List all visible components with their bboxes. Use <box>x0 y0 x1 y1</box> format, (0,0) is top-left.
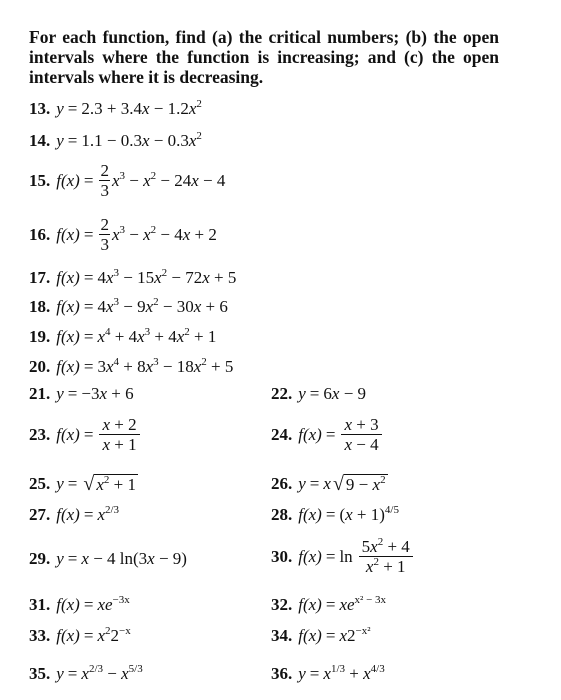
equals: = <box>83 268 94 287</box>
problem-number: 33. <box>29 626 51 645</box>
lhs: f(x) <box>56 626 80 645</box>
equals: = <box>67 131 78 150</box>
problem-number: 15. <box>29 170 51 190</box>
square-root: √ $9 - x^2$ <box>332 473 386 495</box>
fraction: $\frac{5x^2 + 4}{x^2 + 1}$ <box>359 537 413 576</box>
lhs: y <box>56 384 64 403</box>
expr: $1.1 - 0.3x - 0.3x^2$ <box>81 130 202 150</box>
lhs: f(x) <box>298 626 322 645</box>
problem-34 <box>271 626 371 646</box>
lhs: y <box>298 474 306 493</box>
equals: = <box>325 546 336 566</box>
problem-number: 31. <box>29 595 51 614</box>
lhs: f(x) <box>298 546 322 566</box>
equals: = <box>83 327 94 346</box>
instructions: For each function, find (a) the critical numbers; (b) the open intervals where the function is increasing; and (c) the open intervals where it is decreasing. <box>29 27 499 87</box>
equals: = <box>83 424 94 444</box>
problem-number: 14. <box>29 131 51 150</box>
problem-14 <box>29 131 202 151</box>
square-root: √ $x^2 + 1$ <box>83 473 137 495</box>
equals: = <box>83 505 94 524</box>
problem-13 <box>29 99 202 119</box>
problem-22 <box>271 384 366 404</box>
equals: = <box>67 474 78 493</box>
expr: x − 4 ln(3x − 9) <box>81 549 187 568</box>
equals: = <box>83 626 94 645</box>
problem-15 <box>29 161 225 200</box>
equals: = <box>325 505 336 524</box>
problem-number: 13. <box>29 99 51 118</box>
lhs: y <box>56 664 64 683</box>
problem-number: 21. <box>29 384 51 403</box>
expr: $3x^4 + 8x^3 - 18x^2 + 5$ <box>97 356 234 376</box>
problem-number: 27. <box>29 505 51 524</box>
problem-number: 20. <box>29 357 51 376</box>
problem-number: 17. <box>29 268 51 287</box>
problem-36 <box>271 664 385 684</box>
problem-35 <box>29 664 143 684</box>
lhs: f(x) <box>56 357 80 376</box>
fraction: $\frac{x + 2}{x + 1}$ <box>99 415 139 454</box>
problem-30 <box>271 537 415 576</box>
lhs: y <box>56 99 64 118</box>
lhs: f(x) <box>298 424 322 444</box>
expr: $2.3 + 3.4x - 1.2x^2$ <box>81 98 202 118</box>
expr: $x^4 + 4x^3 + 4x^2 + 1$ <box>97 326 217 346</box>
problem-24 <box>271 415 384 454</box>
equals: = <box>325 424 336 444</box>
expr: $xe^{-3x}$ <box>97 594 130 614</box>
problem-31 <box>29 595 130 615</box>
equals: = <box>325 626 336 645</box>
equals: = <box>83 224 94 244</box>
problem-number: 28. <box>271 505 293 524</box>
lhs: y <box>298 664 306 683</box>
expr: $(x + 1)^{4/5}$ <box>339 504 399 524</box>
ln: ln <box>339 546 353 566</box>
problem-number: 18. <box>29 297 51 316</box>
problem-number: 19. <box>29 327 51 346</box>
problem-number: 23. <box>29 424 51 444</box>
lhs: y <box>56 131 64 150</box>
problem-29 <box>29 549 187 569</box>
equals: = <box>67 99 78 118</box>
problem-number: 36. <box>271 664 293 683</box>
expr: $x^{2/3}$ <box>97 504 120 524</box>
expr: $x2^{-x^2}$ <box>339 625 371 645</box>
expr: $x^{2/3} - x^{5/3}$ <box>81 663 143 683</box>
expr: $x^{1/3} + x^{4/3}$ <box>323 663 385 683</box>
equals: = <box>67 384 78 403</box>
problem-32 <box>271 595 386 615</box>
fraction: $\frac{2}{3}$ <box>100 161 109 200</box>
lhs: f(x) <box>298 505 322 524</box>
equals: = <box>309 474 320 493</box>
lhs: y <box>56 474 64 493</box>
equals: = <box>309 664 320 683</box>
problem-number: 25. <box>29 474 51 493</box>
lhs: y <box>56 549 64 568</box>
lhs: f(x) <box>56 224 80 244</box>
expr: $x^3 - x^2 - 4x + 2$ <box>111 223 217 244</box>
equals: = <box>83 595 94 614</box>
equals: = <box>83 170 94 190</box>
problem-16 <box>29 215 217 254</box>
expr: $xe^{x^2 - 3x}$ <box>339 594 387 614</box>
problem-20 <box>29 357 233 377</box>
problem-number: 32. <box>271 595 293 614</box>
lhs: f(x) <box>56 505 80 524</box>
lhs: y <box>298 384 306 403</box>
fraction: $\frac{2}{3}$ <box>100 215 109 254</box>
expr: 6x − 9 <box>323 384 367 403</box>
problem-26: 26. y = x √ $9 - x^2$ <box>271 473 386 495</box>
lhs: f(x) <box>56 268 80 287</box>
expr: $x^3 - x^2 - 24x - 4$ <box>111 169 226 190</box>
equals: = <box>67 549 78 568</box>
equals: = <box>309 384 320 403</box>
expr: $4x^3 - 15x^2 - 72x + 5$ <box>97 267 237 287</box>
problem-18 <box>29 297 228 317</box>
problem-28 <box>271 505 399 525</box>
equals: = <box>67 664 78 683</box>
problem-33 <box>29 626 131 646</box>
problem-21 <box>29 384 134 404</box>
fraction: $\frac{x + 3}{x - 4}$ <box>341 415 381 454</box>
equals: = <box>83 357 94 376</box>
expr: $4x^3 - 9x^2 - 30x + 6$ <box>97 296 228 316</box>
problem-number: 24. <box>271 424 293 444</box>
expr: −3x + 6 <box>81 384 134 403</box>
lhs: f(x) <box>298 595 322 614</box>
problem-number: 29. <box>29 549 51 568</box>
lhs: f(x) <box>56 170 80 190</box>
problem-number: 30. <box>271 546 293 566</box>
problem-25 <box>29 474 138 494</box>
problem-23 <box>29 415 142 454</box>
lhs: f(x) <box>56 424 80 444</box>
equals: = <box>325 595 336 614</box>
lhs: f(x) <box>56 595 80 614</box>
expr: $x^22^{-x}$ <box>97 625 131 645</box>
problem-number: 34. <box>271 626 293 645</box>
equals: = <box>83 297 94 316</box>
lhs: f(x) <box>56 297 80 316</box>
problem-number: 35. <box>29 664 51 683</box>
problem-number: 22. <box>271 384 293 403</box>
problem-19 <box>29 327 216 347</box>
problem-number: 16. <box>29 224 51 244</box>
problem-27 <box>29 505 119 525</box>
problem-number: 26. <box>271 474 293 493</box>
problem-17 <box>29 268 236 288</box>
lhs: f(x) <box>56 327 80 346</box>
